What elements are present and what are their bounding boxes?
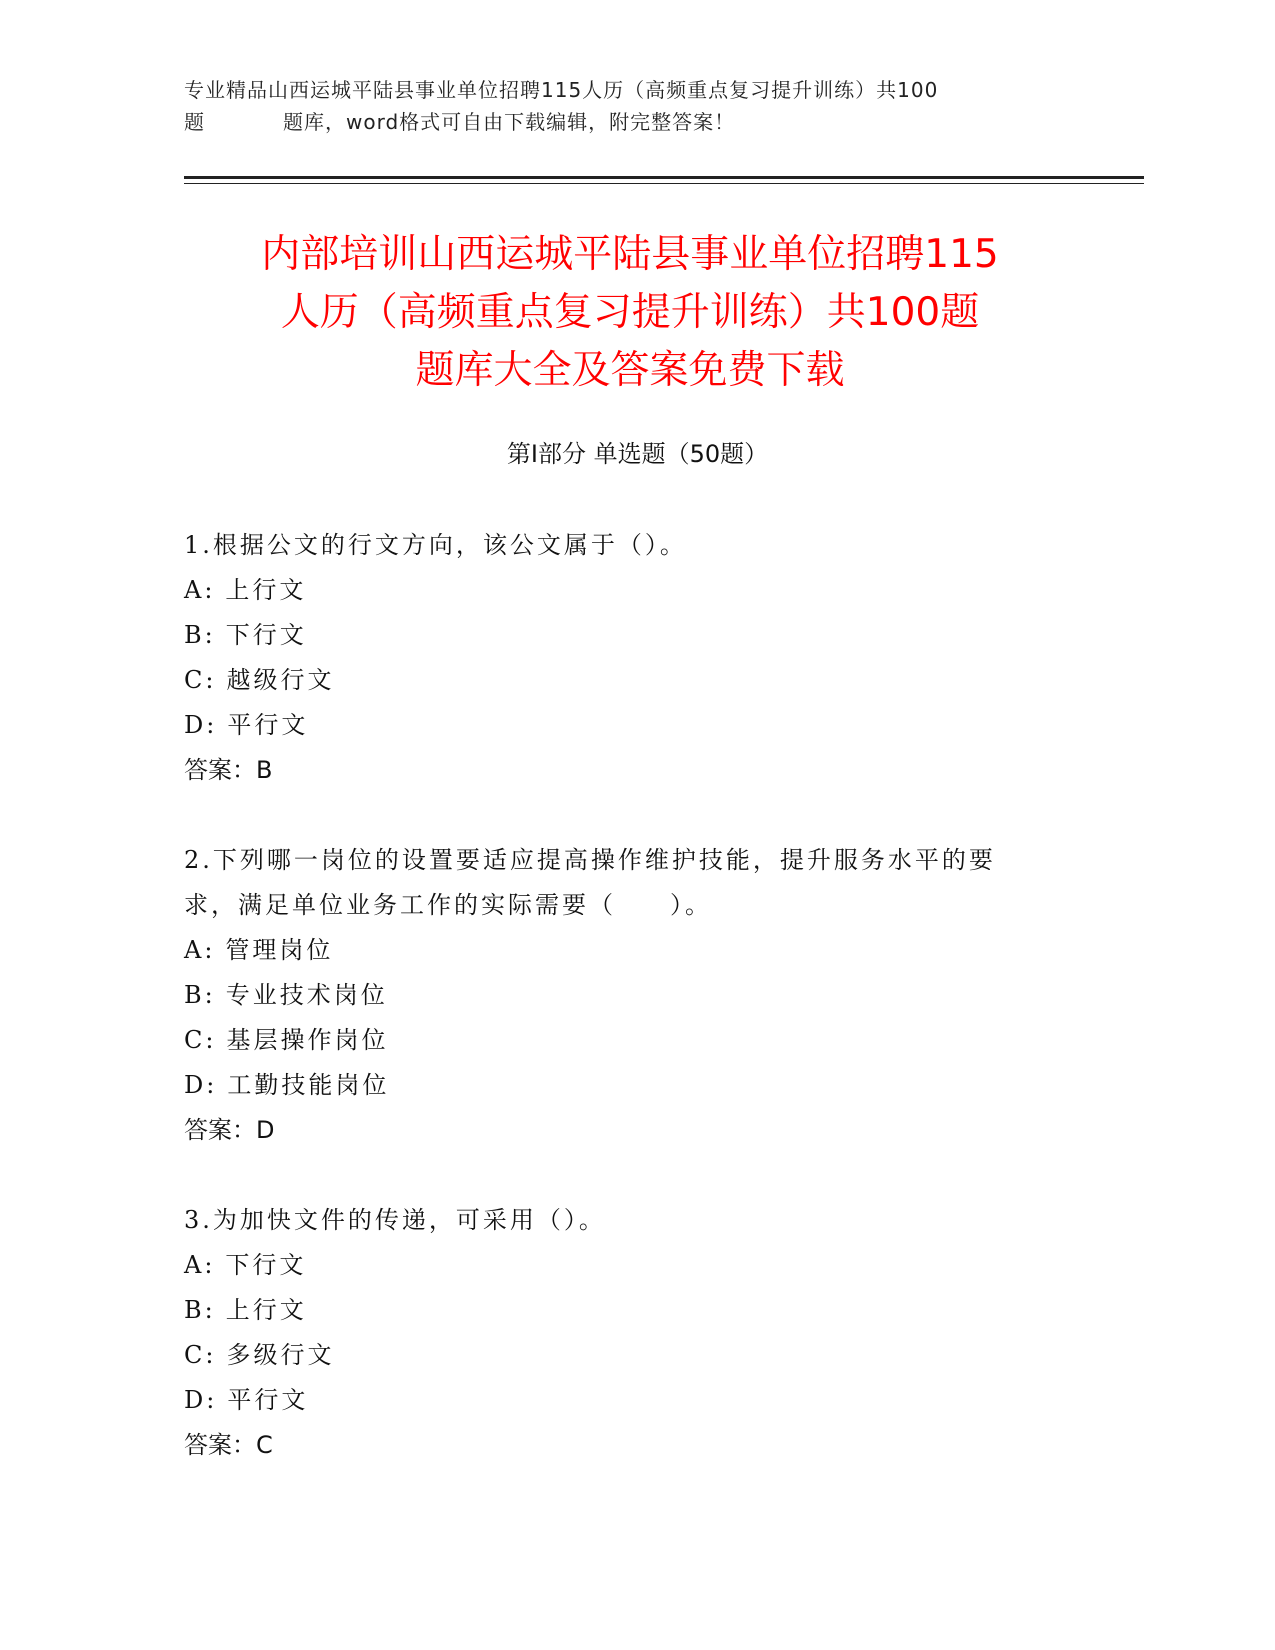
option-text: 管理岗位 — [225, 936, 334, 964]
header-rule-thin — [184, 183, 1144, 184]
document-title-line-3: 题库大全及答案免费下载 — [415, 348, 845, 393]
option-d — [184, 1378, 1064, 1423]
document-title-line-1: 内部培训山西运城平陆县事业单位招聘115 — [261, 232, 999, 277]
option-key: C: — [184, 1026, 217, 1054]
option-text: 上行文 — [225, 576, 307, 604]
header-note-line-2 — [184, 106, 1084, 138]
question-stem: 1.根据公文的行文方向，该公文属于（）。 — [184, 531, 687, 559]
section-title: 第Ⅰ部分 单选题（50题） — [506, 440, 769, 468]
header-note-line-2-start: 题 — [184, 110, 205, 134]
option-text: 基层操作岗位 — [226, 1026, 389, 1054]
option-d — [184, 1063, 1064, 1108]
question-3 — [184, 1198, 1064, 1468]
answer: 答案：B — [184, 756, 273, 784]
option-text: 下行文 — [225, 1251, 307, 1279]
option-a — [184, 568, 1064, 613]
option-text: 平行文 — [227, 1386, 309, 1414]
option-key: A: — [184, 1251, 216, 1279]
option-a — [184, 928, 1064, 973]
option-key: B: — [184, 981, 216, 1009]
option-text: 工勤技能岗位 — [227, 1071, 390, 1099]
option-c — [184, 1018, 1064, 1063]
option-b — [184, 613, 1064, 658]
question-2 — [184, 838, 1064, 1153]
question-stem-continued: 求，满足单位业务工作的实际需要（ ）。 — [184, 891, 712, 919]
header-note-line-1: 专业精品山西运城平陆县事业单位招聘115人历（高频重点复习提升训练）共100 — [184, 78, 939, 102]
header-note — [184, 74, 1084, 138]
question-list — [184, 523, 1064, 1468]
option-text: 专业技术岗位 — [225, 981, 388, 1009]
document-title-line-2: 人历（高频重点复习提升训练）共100题 — [280, 290, 980, 335]
option-key: D: — [184, 1071, 218, 1099]
option-key: A: — [184, 576, 216, 604]
document-title — [140, 226, 1120, 400]
option-key: D: — [184, 1386, 218, 1414]
option-text: 上行文 — [225, 1296, 307, 1324]
option-key: C: — [184, 666, 217, 694]
option-b — [184, 1288, 1064, 1333]
question-stem: 3.为加快文件的传递，可采用（）。 — [184, 1206, 606, 1234]
question-stem: 2.下列哪一岗位的设置要适应提高操作维护技能，提升服务水平的要 — [184, 846, 996, 874]
option-text: 越级行文 — [226, 666, 335, 694]
option-key: C: — [184, 1341, 217, 1369]
option-key: B: — [184, 1296, 216, 1324]
option-text: 平行文 — [227, 711, 309, 739]
option-key: D: — [184, 711, 218, 739]
option-text: 多级行文 — [226, 1341, 335, 1369]
question-1 — [184, 523, 1064, 793]
option-key: A: — [184, 936, 216, 964]
answer: 答案：C — [184, 1431, 273, 1459]
option-c — [184, 658, 1064, 703]
header-note-line-2-rest: 题库，word格式可自由下载编辑，附完整答案！ — [283, 110, 736, 134]
answer: 答案：D — [184, 1116, 275, 1144]
option-key: B: — [184, 621, 216, 649]
option-a — [184, 1243, 1064, 1288]
option-c — [184, 1333, 1064, 1378]
option-d — [184, 703, 1064, 748]
header-rule-thick — [184, 176, 1144, 179]
option-text: 下行文 — [225, 621, 307, 649]
option-b — [184, 973, 1064, 1018]
